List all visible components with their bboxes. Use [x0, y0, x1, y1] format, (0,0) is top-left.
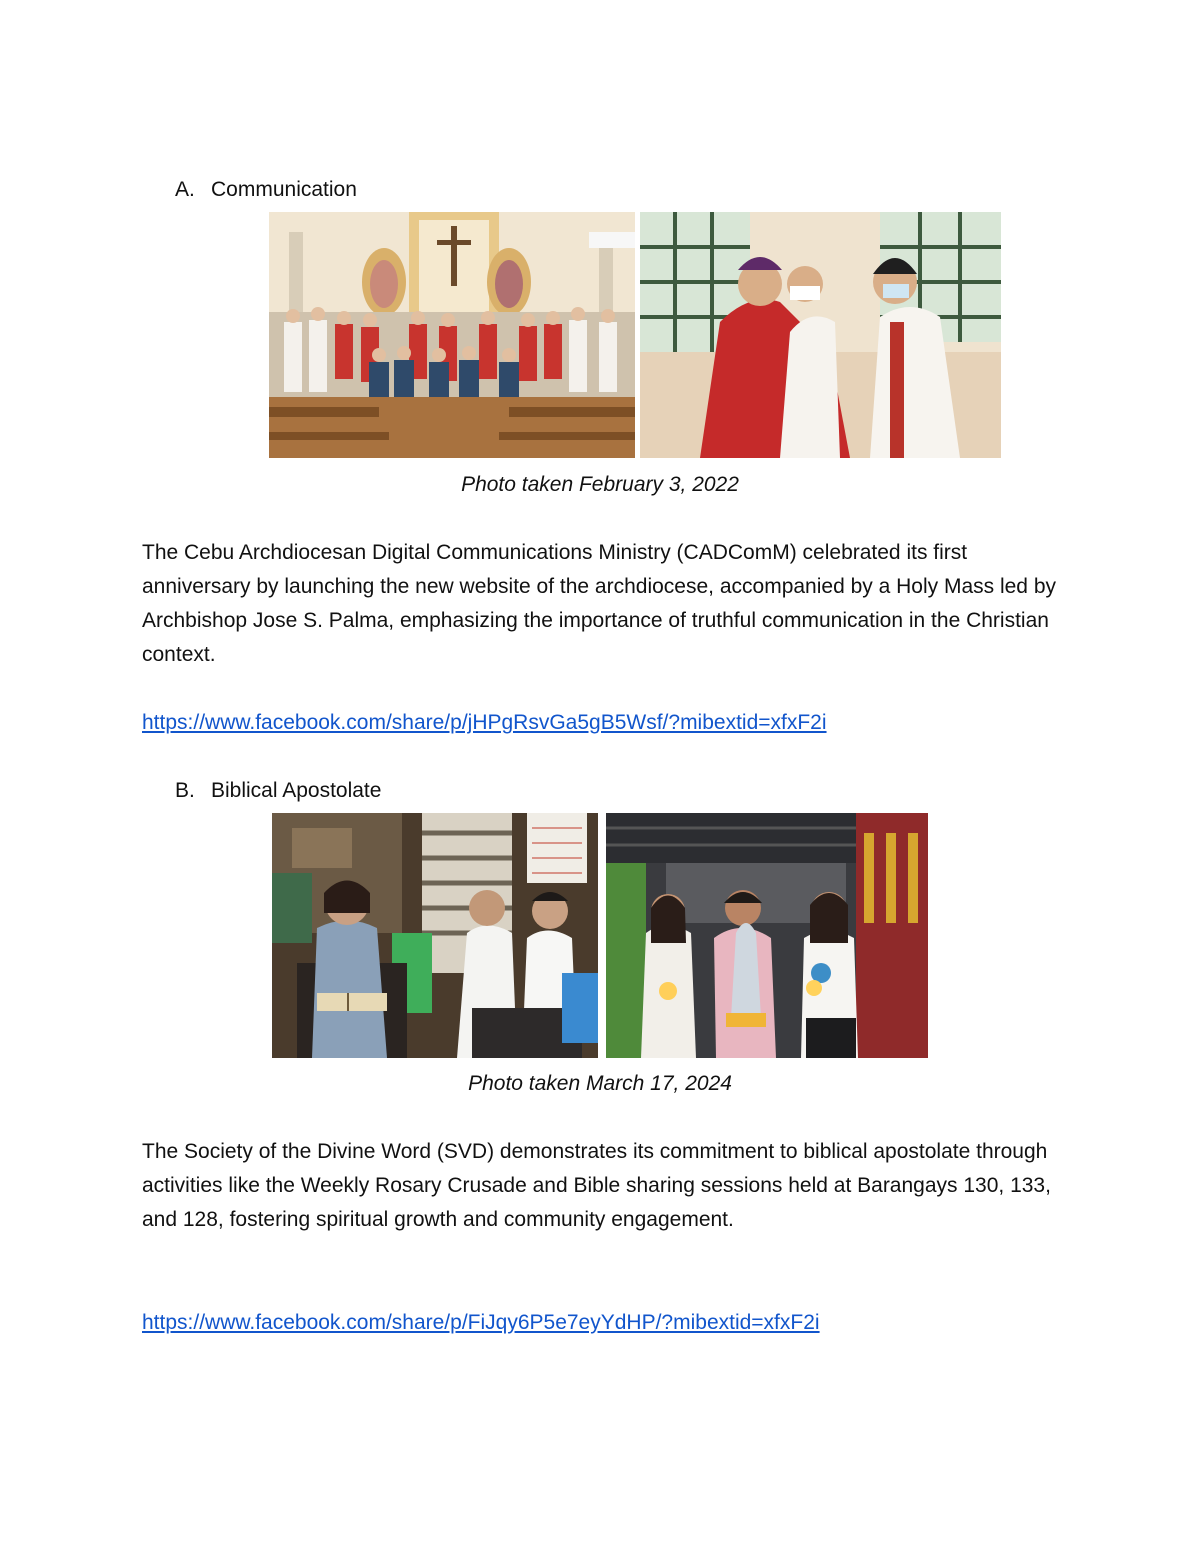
church-group-photo — [269, 212, 635, 458]
section-b-heading — [175, 778, 381, 804]
section-b-marker: B. — [175, 779, 195, 802]
section-a-heading — [175, 177, 357, 203]
section-b-caption: Photo taken March 17, 2024 — [468, 1072, 732, 1095]
section-a-body: The Cebu Archdiocesan Digital Communications Ministry (CADComM) celebrated its first anniversary by launching the new website of the archdiocese, accompanied by a Holy Mass led by Archbishop Jose S. Palma, emphasizing the importance of truthful communication in the Christian context. — [142, 541, 1057, 666]
archbishop-vesting-photo — [640, 212, 1001, 458]
section-b-link[interactable]: https://www.facebook.com/share/p/FiJqy6P5e7eyYdHP/?mibextid=xfxF2i — [142, 1311, 820, 1334]
section-a-caption: Photo taken February 3, 2022 — [461, 473, 739, 496]
rosary-crusade-photo — [606, 813, 928, 1058]
section-b-body: The Society of the Divine Word (SVD) demonstrates its commitment to biblical apostolate through activities like the Weekly Rosary Crusade and Bible sharing sessions held at Barangays 130, 133, and 128, fostering spiritual growth and community engagement. — [142, 1140, 1051, 1231]
section-a-title: Communication — [211, 178, 357, 201]
section-b-title: Biblical Apostolate — [211, 779, 382, 802]
section-a-marker: A. — [175, 178, 195, 201]
section-a-link[interactable]: https://www.facebook.com/share/p/jHPgRsvGa5gB5Wsf/?mibextid=xfxF2i — [142, 711, 827, 734]
bible-sharing-photo — [272, 813, 598, 1058]
